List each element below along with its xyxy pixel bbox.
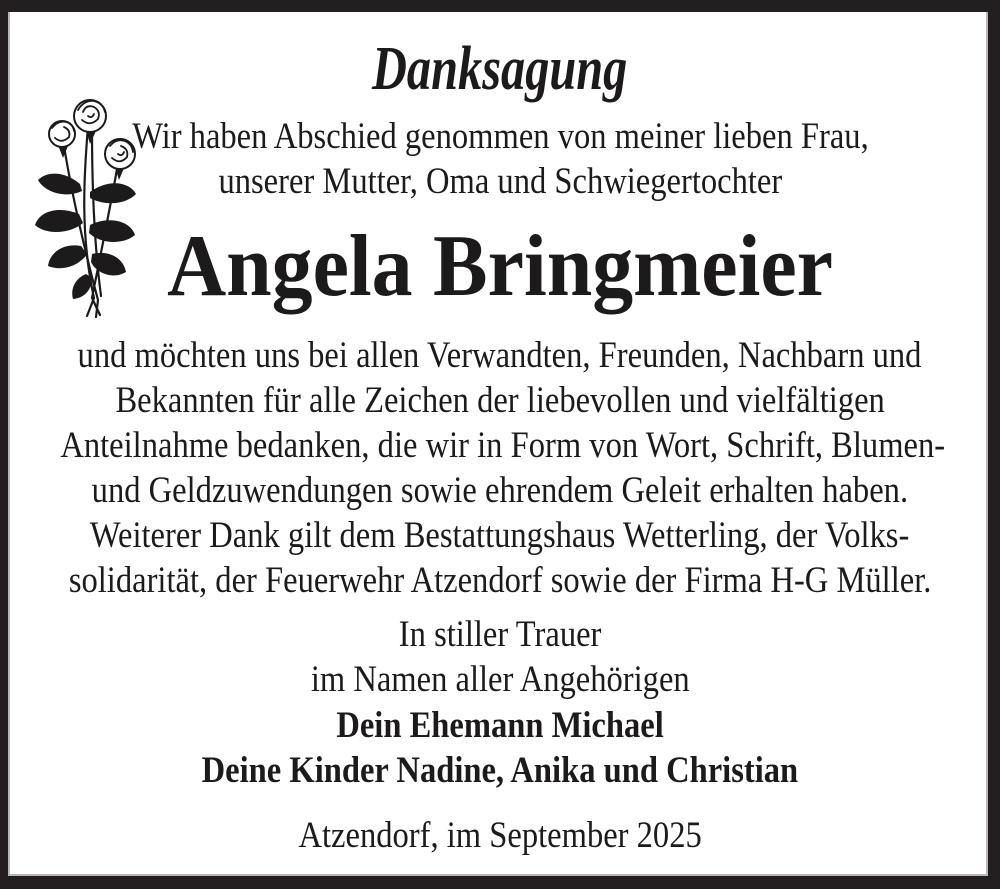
signature-line: Deine Kinder Nadine, Anika und Christian [201,750,799,791]
intro-paragraph [0,114,1000,204]
thanks-line: und Geldzuwendungen sowie ehrendem Geleit erhalten haben. [91,470,909,511]
notice-title-text: Danksagung [372,35,628,103]
signature-lines [0,703,1000,793]
deceased-name-text: Angela Bringmeier [167,218,833,315]
dateline [0,813,1000,858]
closing-line: im Namen aller Angehörigen [310,659,690,700]
thanks-line: Bekannten für alle Zeichen der liebevollen und vielfältigen [115,380,885,421]
intro-line: Wir haben Abschied genommen von meiner lieben Frau, [131,116,869,157]
thanks-paragraph [0,333,1000,603]
thanks-line: solidarität, der Feuerwehr Atzendorf sowie der Firma H-G Müller. [68,560,932,601]
dateline-text: Atzendorf, im September 2025 [298,815,702,856]
signature-line: Dein Ehemann Michael [336,705,664,746]
notice-title [0,36,1000,102]
closing-line: In stiller Trauer [398,614,602,655]
closing-lines [0,612,1000,702]
thanks-line: Weiterer Dank gilt dem Bestattungshaus Wetterling, der Volks- [90,515,910,556]
thanks-line: Anteilnahme bedanken, die wir in Form von Wort, Schrift, Blumen- [60,425,946,466]
deceased-name [0,219,1000,315]
thanks-line: und möchten uns bei allen Verwandten, Freunden, Nachbarn und [78,335,922,376]
intro-line: unserer Mutter, Oma und Schwiegertochter [218,161,782,202]
